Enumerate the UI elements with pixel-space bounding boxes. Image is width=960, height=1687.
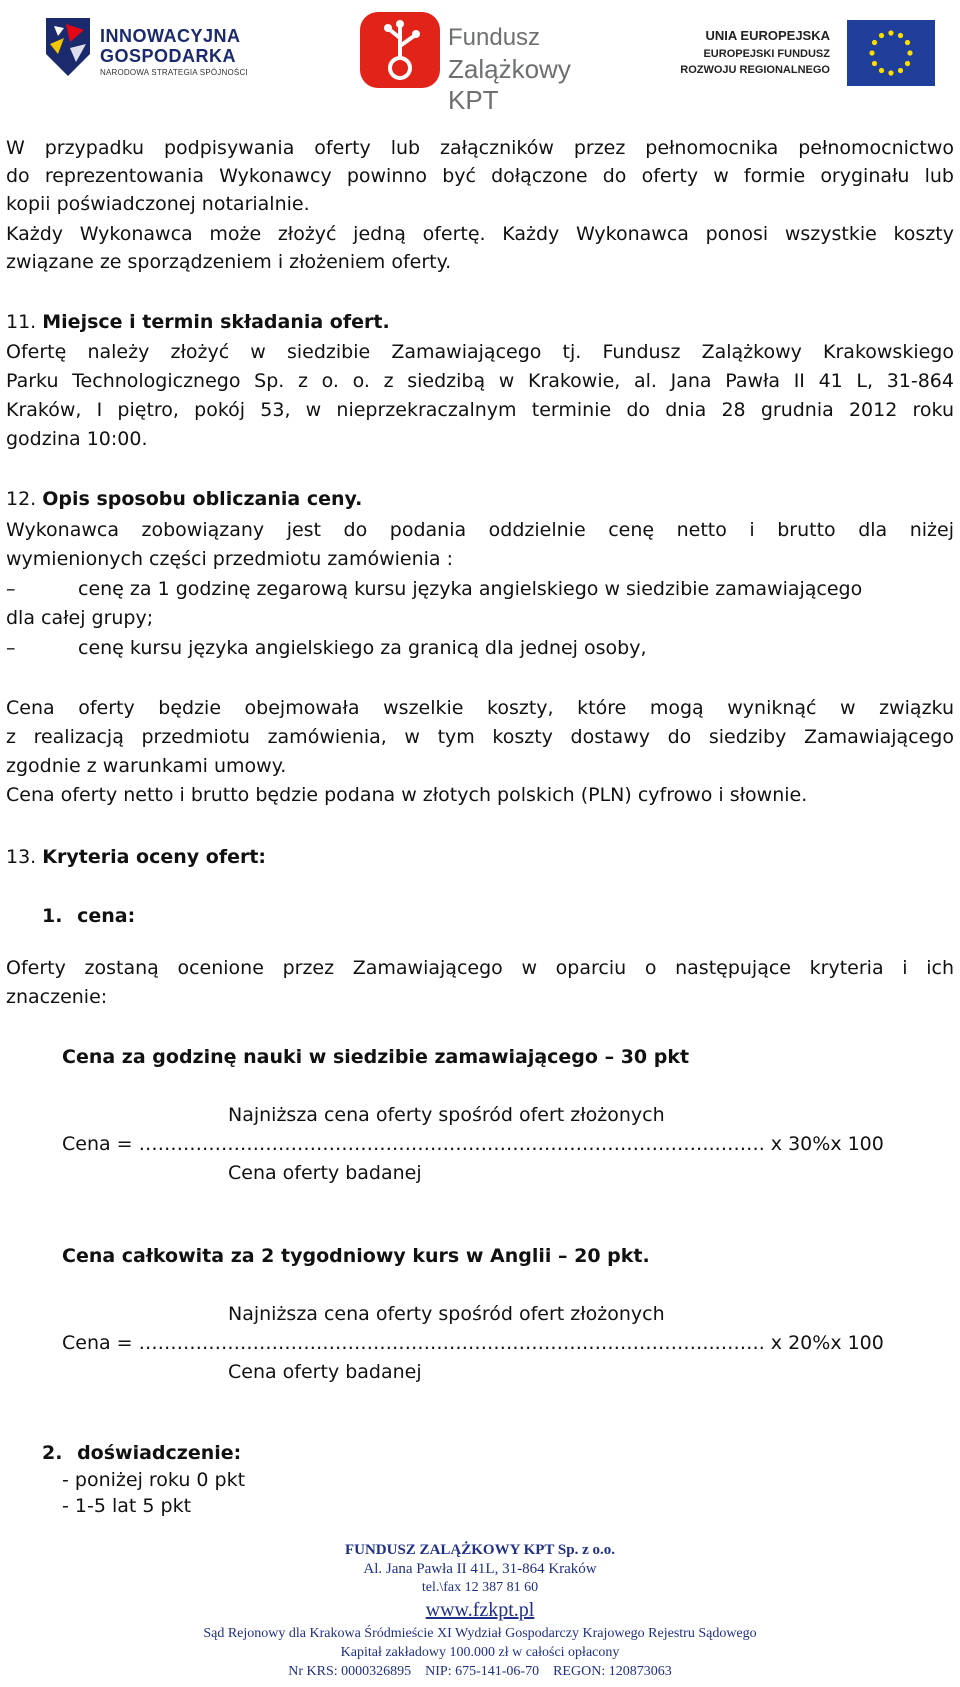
criterion-2-item-2: - 1-5 lat 5 pkt: [62, 1495, 192, 1517]
logo-right-line1: UNIA EUROPEJSKA: [705, 28, 830, 43]
formula-2-expression: Cena = ………………………………………………………………………………..……. x 20%x 100: [62, 1332, 884, 1354]
para1-line2: do reprezentowania Wykonawcy powinno być dołączone do oferty w formie oryginału lub: [6, 165, 954, 187]
logo-center-line1: Fundusz: [448, 24, 541, 51]
cost-line2: z realizacją przedmiotu zamówienia, w tym koszty dostawy do siedziby Zamawiającego: [6, 726, 954, 748]
formula-2-numerator: Najniższa cena oferty spośród ofert złożonych: [228, 1303, 665, 1325]
footer-phone: tel.\fax 12 387 81 60: [421, 1580, 539, 1595]
cost-line3: zgodnie z warunkami umowy.: [6, 755, 287, 777]
list-item-2: cenę kursu języka angielskiego za granicą dla jednej osoby,: [78, 637, 647, 659]
section-11-line1: Ofertę należy złożyć w siedzibie Zamawiającego tj. Fundusz Zalążkowy Krakowskiego: [6, 341, 954, 363]
criterion-2-item-1: - poniżej roku 0 pkt: [62, 1469, 246, 1491]
section-11-number: 11.: [6, 311, 37, 333]
list-item-1-line2: dla całej grupy;: [6, 607, 154, 629]
section-11-line3: Kraków, I piętro, pokój 53, w nieprzekraczalnym terminie do dnia 28 grudnia 2012 roku: [6, 399, 954, 421]
unia-europejska-logo: [680, 18, 935, 88]
section-12-number: 12.: [6, 488, 37, 510]
criterion-1-number: 1.: [42, 905, 63, 927]
criterion-2-number: 2.: [42, 1442, 63, 1464]
section-12-heading: [6, 485, 954, 513]
footer-company: FUNDUSZ ZALĄŻKOWY KPT Sp. z o.o.: [344, 1542, 616, 1558]
formula-1-denominator: Cena oferty badanej: [228, 1162, 422, 1184]
formula-1-heading: Cena za godzinę nauki w siedzibie zamawiającego – 30 pkt: [62, 1046, 690, 1068]
section-13-number: 13.: [6, 846, 37, 868]
currency-line: Cena oferty netto i brutto będzie podana w złotych polskich (PLN) cyfrowo i słownie.: [6, 784, 808, 806]
logo-left-line3: NARODOWA STRATEGIA SPÓJNOŚCI: [100, 68, 248, 77]
section-13-title: Kryteria oceny ofert:: [42, 846, 267, 868]
para2-line2: związane ze sporządzeniem i złożeniem oferty.: [6, 251, 452, 273]
criterion-2-title: doświadczenie:: [77, 1442, 242, 1464]
footer-website-link[interactable]: www.fzkpt.pl: [425, 1599, 535, 1621]
footer-capital: Kapitał zakładowy 100.000 zł w całości opłacony: [340, 1645, 620, 1660]
section-11-title: Miejsce i termin składania ofert.: [42, 311, 390, 333]
footer-address: Al. Jana Pawła II 41L, 31-864 Kraków: [363, 1561, 597, 1577]
eu-flag-icon: [847, 20, 935, 86]
formula-2-denominator: Cena oferty badanej: [228, 1361, 422, 1383]
criteria-intro-line2: znaczenie:: [6, 986, 108, 1008]
criterion-1-title: cena:: [77, 905, 136, 927]
section-13-heading: [6, 843, 954, 871]
section-11-line2: Parku Technologicznego Sp. z o. o. z siedzibą w Krakowie, al. Jana Pawła II 41 L, 31-864: [6, 370, 954, 392]
criteria-intro-line1: Oferty zostaną ocenione przez Zamawiającego w oparciu o następujące kryteria i ich: [6, 957, 954, 979]
para1-line3: kopii poświadczonej notarialnie.: [6, 193, 310, 215]
formula-1-numerator: Najniższa cena oferty spośród ofert złożonych: [228, 1104, 665, 1126]
para1-line1: W przypadku podpisywania oferty lub załączników przez pełnomocnika pełnomocnictwo: [6, 137, 954, 159]
innowacyjna-gospodarka-logo: [40, 14, 260, 84]
section-12-title: Opis sposobu obliczania ceny.: [42, 488, 363, 510]
list-item-1-line1: cenę za 1 godzinę zegarową kursu języka angielskiego w siedzibie zamawiającego: [78, 578, 863, 600]
fundusz-zalazkowy-emblem: [358, 10, 442, 90]
list-dash-2: –: [6, 637, 16, 659]
logo-left-line1: INNOWACYJNA: [100, 26, 241, 46]
footer-ids: Nr KRS: 0000326895 NIP: 675-141-06-70 REGON: 120873063: [288, 1664, 672, 1679]
fundusz-zalazkowy-logo: [358, 10, 628, 115]
list-dash-1: –: [6, 578, 16, 600]
criterion-2-heading: [42, 1439, 241, 1467]
section-11-heading: [6, 308, 954, 336]
criterion-1-heading: [42, 902, 135, 930]
logo-center-line2: Zalążkowy KPT: [448, 54, 571, 115]
section-11-line4: godzina 10:00.: [6, 428, 148, 450]
innowacyjna-gospodarka-emblem: [40, 14, 96, 80]
footer-court: Sąd Rejonowy dla Krakowa Śródmieście XI Wydział Gospodarczy Krajowego Rejestru Sądowego: [203, 1626, 757, 1641]
para2-line1: Każdy Wykonawca może złożyć jedną ofertę. Każdy Wykonawca ponosi wszystkie koszty: [6, 223, 954, 245]
logo-right-line3: ROZWOJU REGIONALNEGO: [680, 64, 830, 76]
logo-right-line2: EUROPEJSKI FUNDUSZ: [703, 48, 830, 60]
logo-left-line2: GOSPODARKA: [100, 46, 237, 66]
formula-2-heading: Cena całkowita za 2 tygodniowy kurs w Anglii – 20 pkt.: [62, 1245, 650, 1267]
formula-1-expression: Cena = ………………………………………………………………………………..……. x 30%x 100: [62, 1133, 884, 1155]
cost-line1: Cena oferty będzie obejmowała wszelkie koszty, które mogą wyniknąć w związku: [6, 697, 954, 719]
section-12-line1: Wykonawca zobowiązany jest do podania oddzielnie cenę netto i brutto dla niżej: [6, 519, 954, 541]
section-12-line2: wymienionych części przedmiotu zamówienia :: [6, 548, 453, 570]
